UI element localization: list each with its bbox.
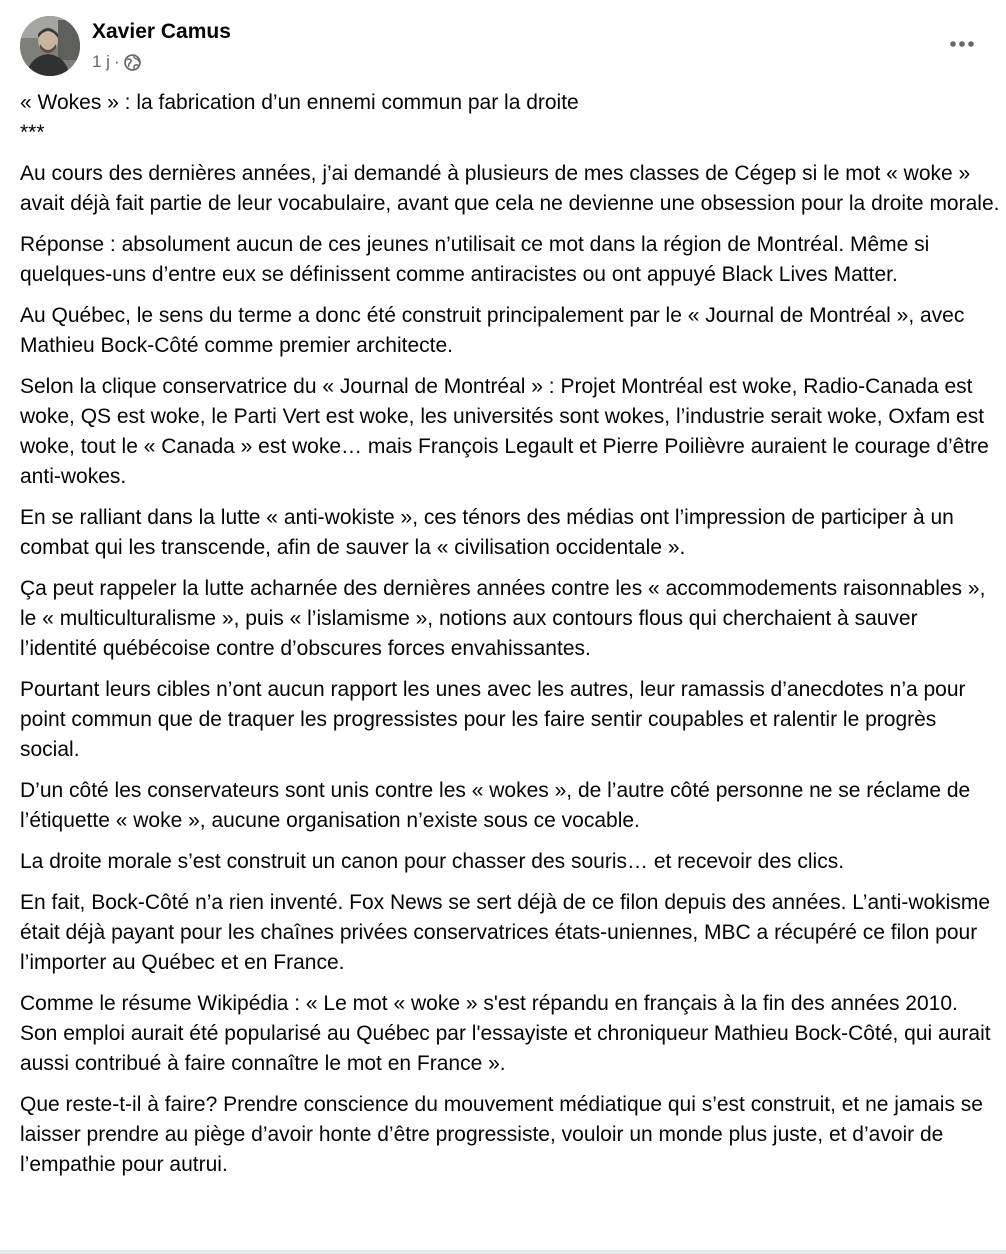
avatar[interactable] (20, 16, 80, 76)
post-paragraph: Comme le résume Wikipédia : « Le mot « woke » s'est répandu en français à la fin des années 2010. Son emploi aurait été popularisé au Québec par l'essayiste et chroniqueur Mathieu Bock-Côté, qui aurait aussi contribué à faire connaître le mot en France ». (20, 992, 991, 1075)
more-options-icon[interactable] (944, 30, 980, 58)
post-separator: *** (20, 121, 45, 144)
post-paragraph: En se ralliant dans la lutte « anti-wokiste », ces ténors des médias ont l’impression de participer à un combat qui les transcende, afin de sauver la « civilisation occidentale ». (20, 506, 954, 559)
post-paragraph: Réponse : absolument aucun de ces jeunes n’utilisait ce mot dans la région de Montréal. Même si quelques-uns d’entre eux se définissent comme antiracistes ou ont appuyé Black Lives Matter. (20, 233, 930, 286)
post-paragraph: Au Québec, le sens du terme a donc été construit principalement par le « Journal de Montréal », avec Mathieu Bock-Côté comme premier architecte. (20, 304, 965, 357)
post-title: « Wokes » : la fabrication d’un ennemi commun par la droite (20, 91, 579, 114)
globe-icon[interactable] (124, 54, 141, 71)
post-paragraph: Que reste-t-il à faire? Prendre conscience du mouvement médiatique qui s’est construit, et ne jamais se laisser prendre au piège d’avoir honte d’être progressiste, vouloir un monde plus juste, et d’avoir de l’empathie pour autrui. (20, 1093, 983, 1176)
post-paragraph: Au cours des dernières années, j’ai demandé à plusieurs de mes classes de Cégep si le mot « woke » avait déjà fait partie de leur vocabulaire, avant que cela ne devienne une obsession pour la droite morale. (20, 162, 1000, 215)
post-body (20, 88, 1000, 1191)
post-paragraph: Pourtant leurs cibles n’ont aucun rapport les unes avec les autres, leur ramassis d’anecdotes n’a pour point commun que de traquer les progressistes pour les faire sentir coupables et ralentir le progrès social. (20, 678, 966, 761)
author-name[interactable]: Xavier Camus (92, 20, 231, 43)
post-timestamp[interactable]: 1 j (92, 52, 110, 71)
avatar-photo (20, 16, 80, 76)
post-paragraph: Selon la clique conservatrice du « Journal de Montréal » : Projet Montréal est woke, Radio-Canada est woke, QS est woke, le Parti Vert est woke, les universités sont wokes, l’industrie serait woke, Oxfam est woke, tout le « Canada » est woke… mais François Legault et Pierre Poilièvre auraient le courage d’être anti-wokes. (20, 375, 989, 488)
post-meta (92, 50, 141, 74)
post-paragraph: La droite morale s’est construit un canon pour chasser des souris… et recevoir des clics. (20, 850, 845, 873)
post-header (20, 16, 986, 76)
meta-separator: · (113, 52, 120, 71)
post-divider (0, 1250, 1006, 1254)
post-paragraph: D’un côté les conservateurs sont unis contre les « wokes », de l’autre côté personne ne se réclame de l’étiquette « woke », aucune organisation n’existe sous ce vocable. (20, 779, 971, 832)
post-paragraph: En fait, Bock-Côté n’a rien inventé. Fox News se sert déjà de ce filon depuis des années. L’anti-wokisme était déjà payant pour les chaînes privées conservatrices états-uniennes, MBC a récupéré ce filon pour l’importer au Québec et en France. (20, 891, 991, 974)
post-paragraph: Ça peut rappeler la lutte acharnée des dernières années contre les « accommodements raisonnables », le « multiculturalisme », puis « l’islamisme », notions aux contours flous qui cherchaient à sauver l’identité québécoise contre d’obscures forces envahissantes. (20, 577, 986, 660)
